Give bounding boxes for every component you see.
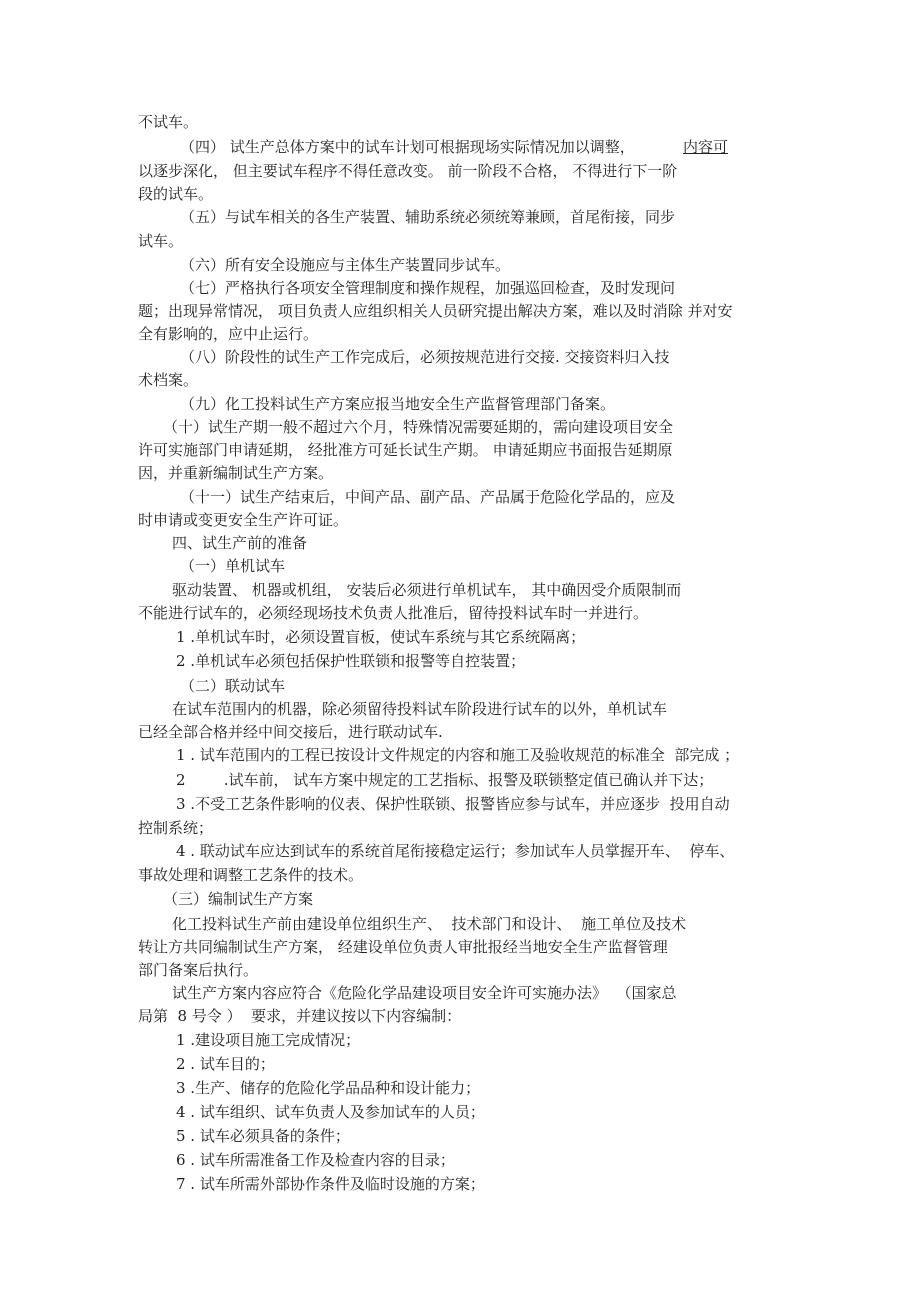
text-line: 在试车范围内的机器，除必须留待投料试车阶段进行试车的以外，单机试车 <box>172 700 668 718</box>
text-line: 不试车。 <box>138 113 199 131</box>
text-line: 以逐步深化， 但主要试车程序不得任意改变。 前一阶段不合格， 不得进行下一阶 <box>138 162 678 180</box>
text-line: （十）试生产期一般不超过六个月，特殊情况需要延期的，需向建设项目安全 <box>163 418 674 436</box>
text-line: 全有影响的，应中止运行。 <box>138 325 319 343</box>
text-line: 段的试车。 <box>138 185 214 203</box>
list-item: 1 .建设项目施工完成情况； <box>176 1031 361 1049</box>
text-line: 时申请或变更安全生产许可证。 <box>138 511 349 529</box>
text-line: 术档案。 <box>138 371 199 389</box>
text-line: 试车。 <box>138 232 184 250</box>
text-line: 化工投料试生产前由建设单位组织生产、 技术部门和设计、 施工单位及技术 <box>172 915 687 933</box>
text-line: 已经全部合格并经中间交接后，进行联动试车. <box>138 723 443 741</box>
text-line: （七）严格执行各项安全管理制度和操作规程，加强巡回检查，及时发现问 <box>180 279 676 297</box>
list-item: 1 . 试车范围内的工程已按设计文件规定的内容和施工及验收规范的标准全 部完成 ； <box>176 746 740 764</box>
text-line: （四） 试生产总体方案中的试车计划可根据现场实际情况加以调整， <box>180 138 640 156</box>
section-heading: 四、试生产前的准备 <box>172 534 308 552</box>
text-line: （九）化工投料试生产方案应报当地安全生产监督管理部门备案。 <box>180 395 616 413</box>
text-line: （十一）试生产结束后，中间产品、副产品、产品属于危险化学品的，应及 <box>180 488 676 506</box>
text-line: （八）阶段性的试生产工作完成后，必须按规范进行交接. 交接资料归入技 <box>180 348 670 366</box>
text-line: （六）所有安全设施应与主体生产装置同步试车。 <box>180 256 511 274</box>
underlined-text: 内容可 <box>683 138 729 156</box>
list-item: 6 . 试车所需准备工作及检查内容的目录； <box>176 1151 455 1169</box>
subsection-heading: （一）单机试车 <box>180 557 286 575</box>
list-item: 3 .不受工艺条件影响的仪表、保护性联锁、报警皆应参与试车，并应逐步 投用自动 <box>176 795 730 813</box>
text-line: 因，并重新编制试生产方案。 <box>138 464 334 482</box>
list-item: 2 .单机试车必须包括保护性联锁和报警等自控装置； <box>176 652 526 670</box>
list-item: 2 . 试车目的； <box>176 1055 275 1073</box>
list-item: 7 . 试车所需外部协作条件及临时设施的方案； <box>176 1175 485 1193</box>
text-line: 转让方共同编制试生产方案， 经建设单位负责人审批报经当地安全生产监督管理 <box>138 938 668 956</box>
text-line: 局第 8 号令 ） 要求，并建议按以下内容编制： <box>138 1007 462 1025</box>
subsection-heading: （三）编制试生产方案 <box>163 890 314 908</box>
list-item: 2 .试车前， 试车方案中规定的工艺指标、报警及联锁整定值已确认并下达； <box>176 771 714 789</box>
list-item: 4 . 试车组织、试车负责人及参加试车的人员； <box>176 1103 485 1121</box>
text-line: 驱动装置、 机器或机组， 安装后必须进行单机试车， 其中确因受介质限制而 <box>172 581 682 599</box>
list-item: 1 .单机试车时，必须设置盲板，使试车系统与其它系统隔离； <box>176 628 586 646</box>
text-line: （五）与试车相关的各生产装置、辅助系统必须统筹兼顾，首尾衔接，同步 <box>180 208 676 226</box>
text-line: 题；出现异常情况， 项目负责人应组织相关人员研究提出解决方案，难以及时消除 并对安 <box>138 302 733 320</box>
text-line: 许可实施部门申请延期， 经批准方可延长试生产期。 申请延期应书面报告延期原 <box>138 441 673 459</box>
text-line: 部门备案后执行。 <box>138 961 259 979</box>
list-item: 5 . 试车必须具备的条件； <box>176 1127 350 1145</box>
subsection-heading: （二）联动试车 <box>180 677 286 695</box>
list-item: 4 . 联动试车应达到试车的系统首尾衔接稳定运行；参加试车人员掌握开车、 停车、 <box>176 842 735 860</box>
text-line: 试生产方案内容应符合《危险化学品建设项目安全许可实施办法》 （国家总 <box>172 984 677 1002</box>
list-item: 3 .生产、储存的危险化学品品种和设计能力； <box>176 1079 481 1097</box>
text-line: 不能进行试车的，必须经现场技术负责人批准后，留待投料试车时一并进行。 <box>138 604 649 622</box>
text-line: 事故处理和调整工艺条件的技术。 <box>138 866 364 884</box>
text-line: 控制系统； <box>138 819 214 837</box>
